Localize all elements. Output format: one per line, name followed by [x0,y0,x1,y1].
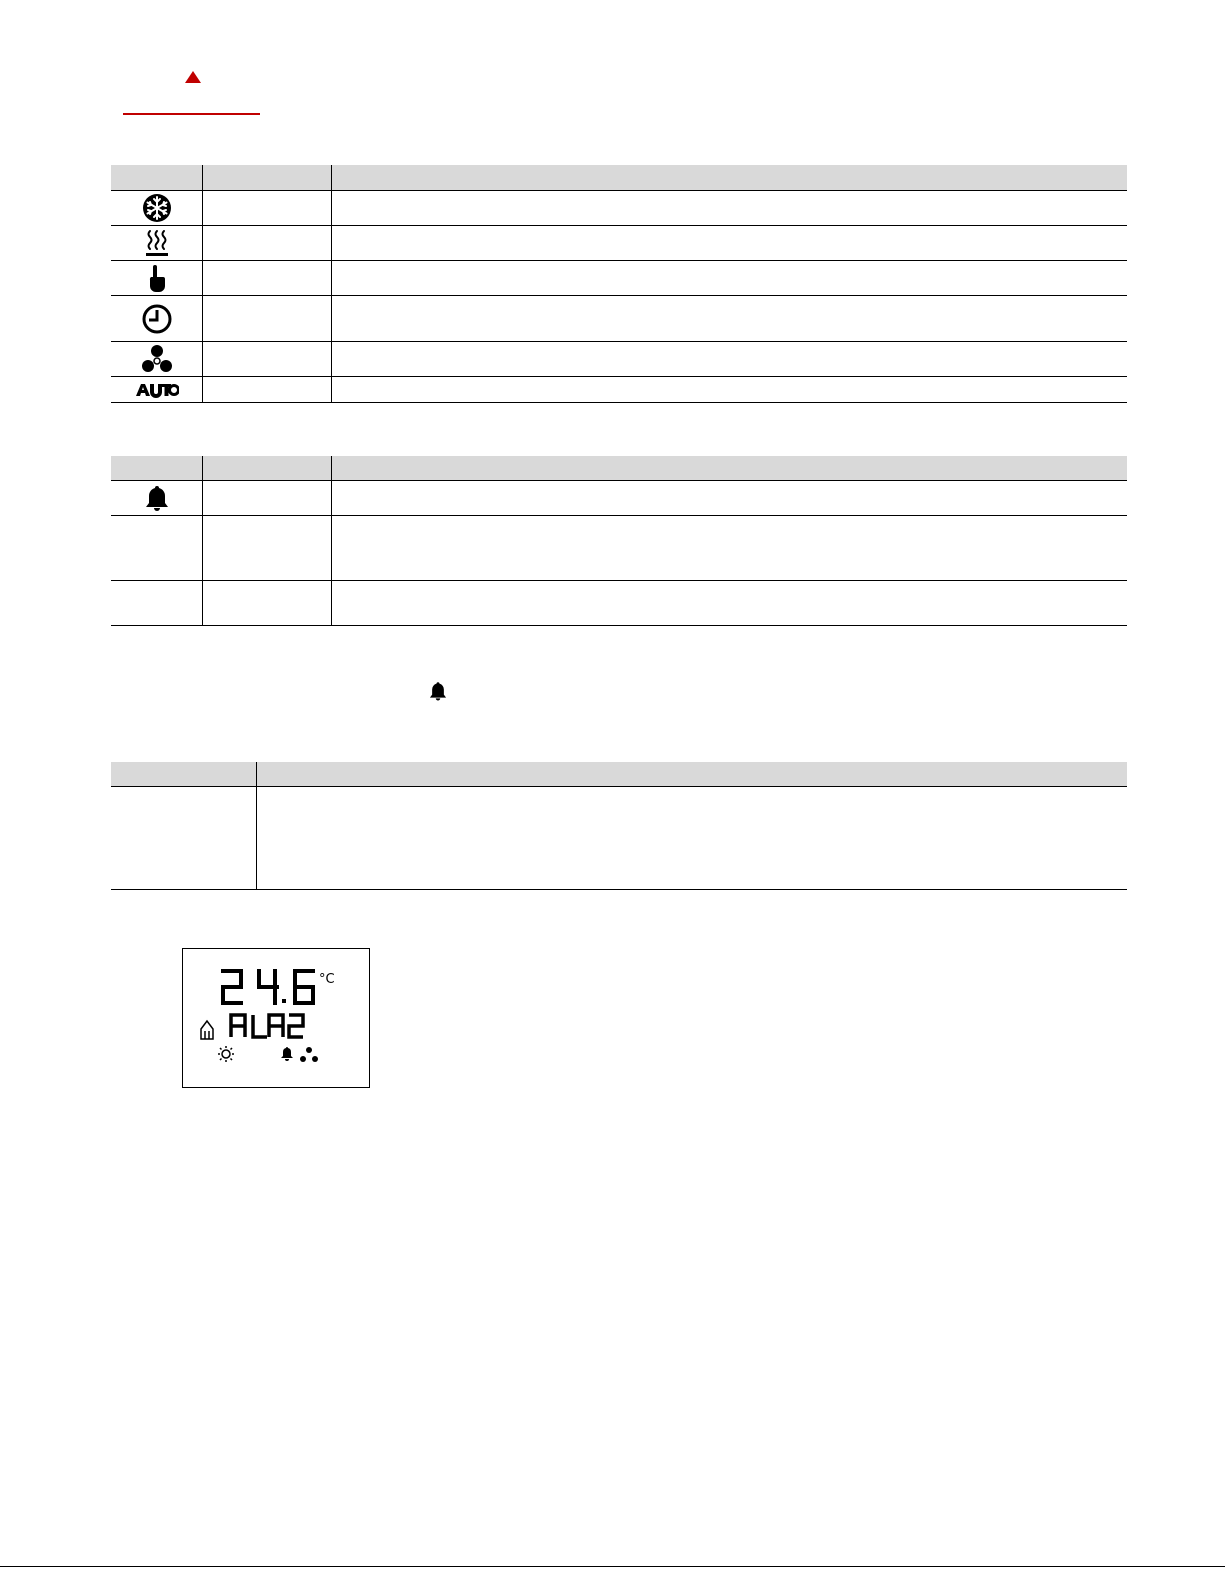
table-row [111,226,1127,261]
operating-modes-table [111,165,1127,403]
header-cell [111,165,214,190]
fan-icon [141,344,173,374]
alarm-icon-cell [111,581,214,625]
bell-alarm-icon [142,483,172,513]
mode-name [202,261,344,295]
lcd-temperature [223,971,313,1003]
hand-manual-icon [147,263,167,293]
table-header-row [111,456,1127,481]
table-row [111,516,1127,581]
alarm-description [331,516,1127,580]
table-row [111,342,1127,377]
alarm-name [202,481,344,515]
header-cell [111,456,214,480]
warning-triangle-icon [183,70,203,84]
header-cell [331,165,1127,190]
codes-table [111,762,1127,890]
occupancy-icon [201,1021,213,1039]
mode-description [331,342,1127,376]
table-row [111,261,1127,296]
sun-icon [218,1046,234,1062]
bell-alarm-icon [427,680,449,702]
table-row [111,191,1127,226]
table-row [111,377,1127,403]
table-row [111,787,1127,890]
mode-description [331,261,1127,295]
header-cell [111,762,268,786]
clock-schedule-icon [141,303,173,335]
mode-name [202,226,344,260]
header-cell [256,762,1127,786]
alarm-description [331,481,1127,515]
lcd-message [231,1015,303,1037]
mode-name [202,342,344,376]
heating-waves-icon [145,228,169,258]
alarm-name [202,581,344,625]
lcd-screen [183,949,369,1087]
mode-description [331,191,1127,225]
mode-description [331,296,1127,341]
alarm-name [202,516,344,580]
header-cell [202,456,344,480]
lcd-unit: °C [319,972,335,987]
alarm-table [111,456,1127,626]
fan-icon [300,1047,318,1062]
alarm-icon-cell [111,516,214,580]
footer-rule [0,1566,1225,1567]
lcd-display [182,948,370,1088]
mode-description [331,226,1127,260]
auto-mode-icon [135,382,179,398]
code-cell [111,787,268,889]
header-cell [331,456,1127,480]
bell-alarm-icon [281,1047,293,1061]
header-rule [123,113,260,115]
table-header-row [111,762,1127,787]
table-row [111,296,1127,342]
alarm-description [331,581,1127,625]
table-header-row [111,165,1127,191]
table-row [111,581,1127,626]
mode-name [202,377,344,402]
table-row [111,481,1127,516]
snowflake-cooling-icon [142,193,172,223]
code-description [256,787,1127,889]
mode-name [202,191,344,225]
header-cell [202,165,344,190]
mode-name [202,296,344,341]
mode-description [331,377,1127,402]
